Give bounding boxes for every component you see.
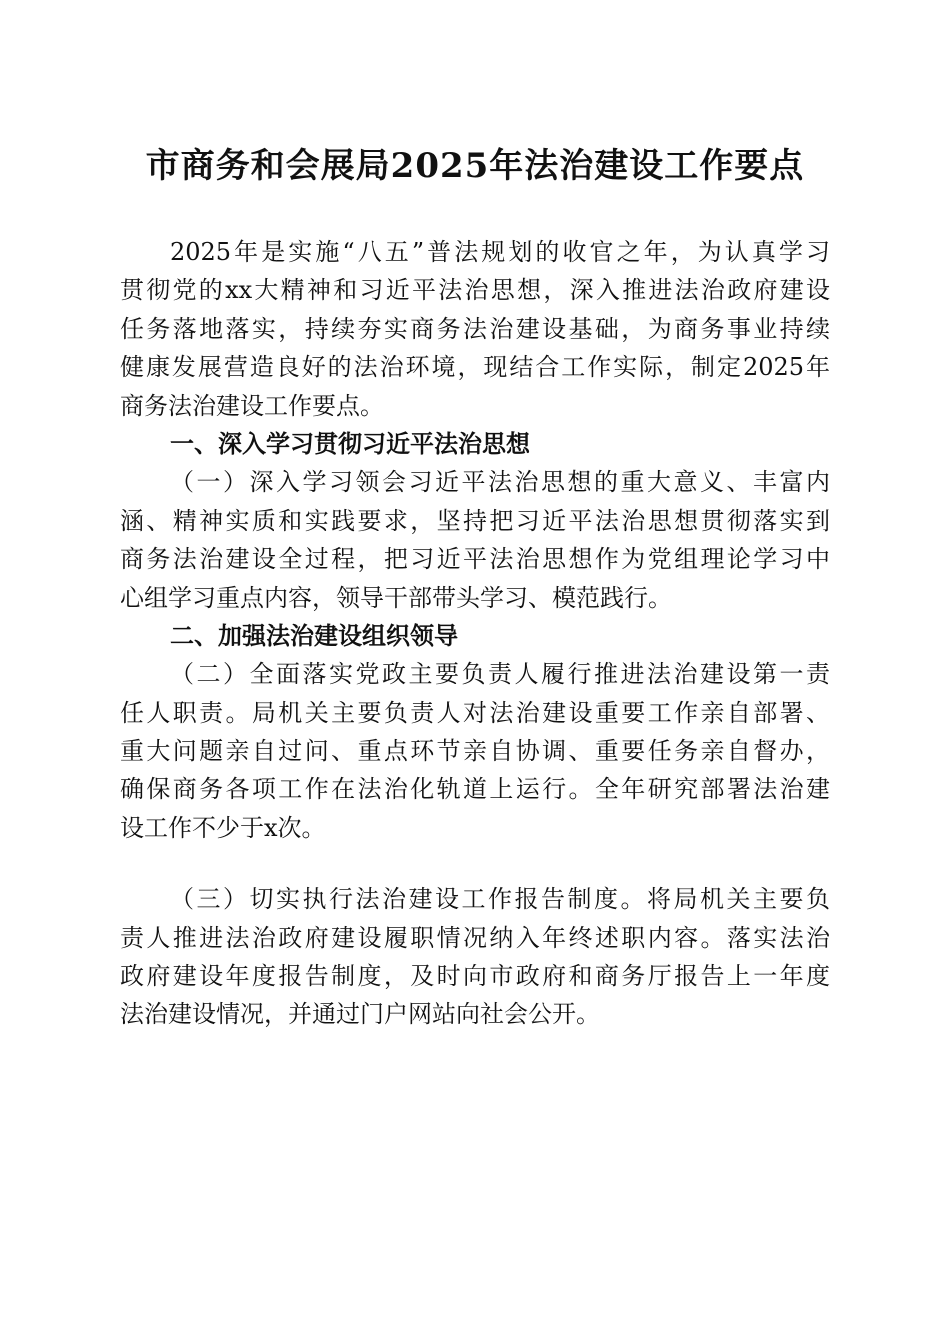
text-line: 责人推进法治政府建设履职情况纳入年终述职内容。落实法治 bbox=[120, 923, 830, 952]
text-line: 重大问题亲自过问、重点环节亲自协调、重要任务亲自督办， bbox=[120, 737, 830, 766]
text-line: 政府建设年度报告制度，及时向市政府和商务厅报告上一年度 bbox=[120, 962, 830, 991]
section-heading-1 bbox=[120, 425, 830, 463]
text-line: 贯彻党的xx大精神和习近平法治思想，深入推进法治政府建设 bbox=[120, 276, 830, 305]
text-line: 心组学习重点内容，领导干部带头学习、模范践行。 bbox=[120, 583, 672, 612]
section-heading-2 bbox=[120, 617, 830, 655]
text-line: （三）切实执行法治建设工作报告制度。将局机关主要负 bbox=[170, 885, 830, 914]
text-line: 健康发展营造良好的法治环境，现结合工作实际，制定2025年 bbox=[120, 353, 830, 382]
item-paragraph-2 bbox=[120, 655, 830, 847]
text-line: 商务法治建设工作要点。 bbox=[120, 391, 384, 420]
item-paragraph-1 bbox=[120, 463, 830, 617]
text-line: 任务落地落实，持续夯实商务法治建设基础，为商务事业持续 bbox=[120, 314, 830, 343]
text-line: 设工作不少于x次。 bbox=[120, 813, 326, 842]
item-paragraph-3 bbox=[120, 880, 830, 1034]
intro-paragraph bbox=[120, 233, 830, 425]
text-line: （一）深入学习领会习近平法治思想的重大意义、丰富内 bbox=[170, 468, 830, 497]
document-body bbox=[120, 233, 830, 1034]
document-title: 市商务和会展局2025年法治建设工作要点 bbox=[145, 146, 805, 186]
paragraph-gap bbox=[120, 847, 830, 880]
text-line: 确保商务各项工作在法治化轨道上运行。全年研究部署法治建 bbox=[120, 775, 830, 804]
text-line: 涵、精神实质和实践要求，坚持把习近平法治思想贯彻落实到 bbox=[120, 506, 830, 535]
text-line: （二）全面落实党政主要负责人履行推进法治建设第一责 bbox=[170, 660, 830, 689]
text-line: 商务法治建设全过程，把习近平法治思想作为党组理论学习中 bbox=[120, 545, 830, 574]
heading-text: 二、加强法治建设组织领导 bbox=[170, 620, 458, 650]
text-line: 法治建设情况，并通过门户网站向社会公开。 bbox=[120, 1000, 600, 1029]
text-line: 任人职责。局机关主要负责人对法治建设重要工作亲自部署、 bbox=[120, 698, 830, 727]
heading-text: 一、深入学习贯彻习近平法治思想 bbox=[170, 428, 530, 458]
text-line: 2025年是实施“八五”普法规划的收官之年，为认真学习 bbox=[170, 238, 830, 266]
